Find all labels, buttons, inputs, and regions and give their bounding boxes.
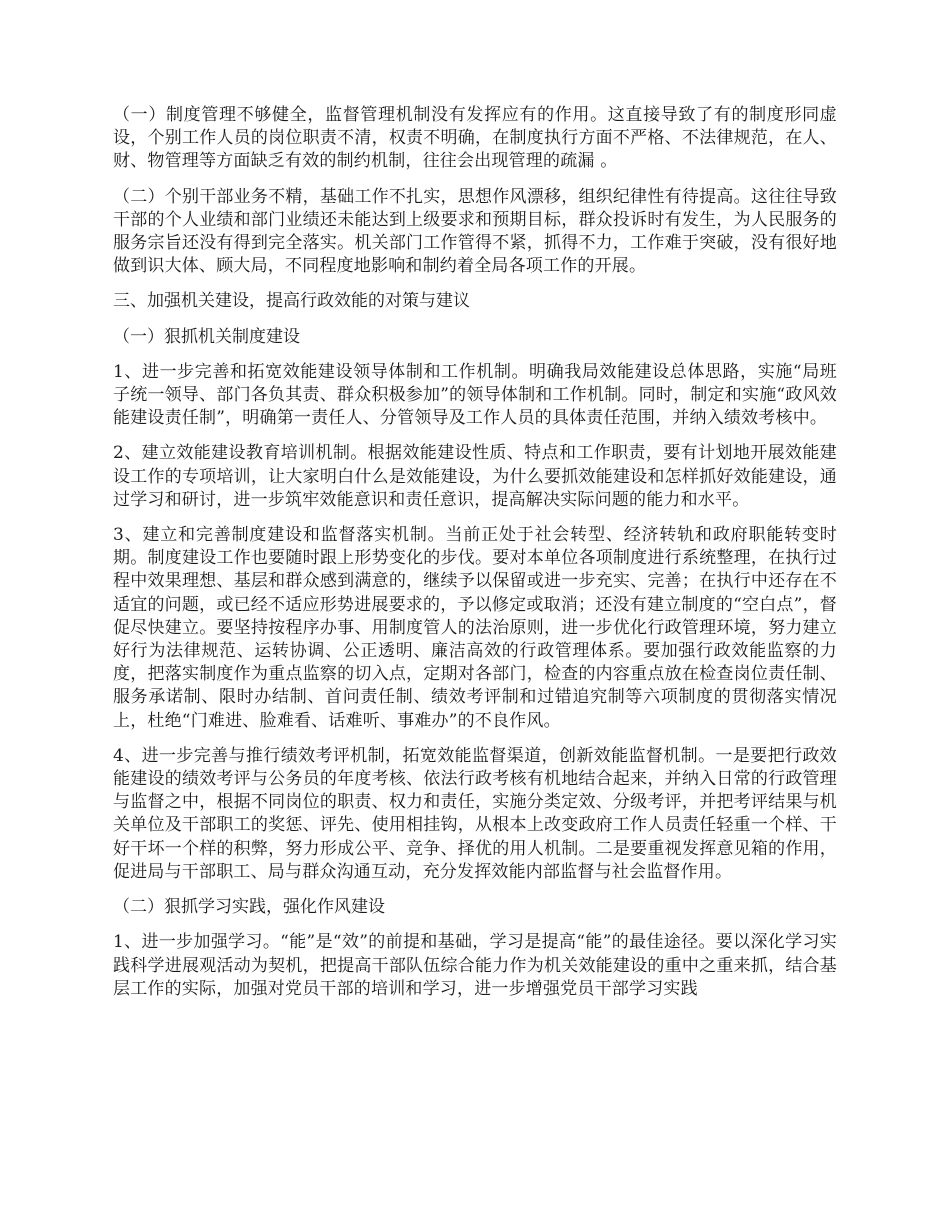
subsection-heading-2: （二）狠抓学习实践，强化作风建设 (113, 897, 385, 918)
document-page (113, 104, 837, 1013)
subsection-heading-1: （一）狠抓机关制度建设 (113, 326, 300, 347)
paragraph-institution-management: （一）制度管理不够健全，监督管理机制没有发挥应有的作用。这直接导致了有的制度形同虚设，个别工作人员的岗位职责不清，权责不明确，在制度执行方面不严格、不法律规范，在人、财、物管理等方面缺乏有效的制约机制，往往会出现管理的疏漏 。 (113, 105, 837, 172)
paragraph-item-2: 2、建立效能建设教育培训机制。根据效能建设性质、特点和工作职责，要有计划地开展效能建设工作的专项培训，让大家明白什么是效能建设，为什么要抓效能建设和怎样抓好效能建设，通过学习和研讨，进一步筑牢效能意识和责任意识，提高解决实际问题的能力和水平。 (113, 443, 837, 510)
paragraph-item-3: 3、建立和完善制度建设和监督落实机制。当前正处于社会转型、经济转轨和政府职能转变时期。制度建设工作也要随时跟上形势变化的步伐。要对本单位各项制度进行系统整理，在执行过程中效果理想、基层和群众感到满意的，继续予以保留或进一步充实、完善；在执行中还存在不适宜的问题，或已经不适应形势进展要求的，予以修定或取消；还没有建立制度的“空白点”，督促尽快建立。要坚持按程序办事、用制度管人的法治原则，进一步优化行政管理环境，努力建立好行为法律规范、运转协调、公正透明、廉洁高效的行政管理体系。要加强行政效能监察的力度，把落实制度作为重点监察的切入点，定期对各部门，检查的内容重点放在检查岗位责任制、服务承诺制、限时办结制、首问责任制、绩效考评制和过错追究制等六项制度的贯彻落实情况上，杜绝“门难进、脸难看、话难听、事难办”的不良作风。 (113, 525, 837, 731)
section-heading-3: 三、加强机关建设，提高行政效能的对策与建议 (113, 291, 470, 312)
paragraph-item-1: 1、进一步完善和拓宽效能建设领导体制和工作机制。明确我局效能建设总体思路，实施“局班子统一领导、部门各负其责、群众积极参加”的领导体制和工作机制。同时，制定和实施“政风效能建设责任制”，明确第一责任人、分管领导及工作人员的具体责任范围，并纳入绩效考核中。 (113, 361, 837, 429)
paragraph-study-1: 1、进一步加强学习。“能”是“效”的前提和基础，学习是提高“能”的最佳途径。要以深化学习实践科学进展观活动为契机，把提高干部队伍综合能力作为机关效能建设的重中之重来抓，结合基层工作的实际，加强对党员干部的培训和学习，进一步增强党员干部学习实践 (113, 932, 837, 999)
paragraph-item-4: 4、进一步完善与推行绩效考评机制，拓宽效能监督渠道，创新效能监督机制。一是要把行政效能建设的绩效考评与公务员的年度考核、依法行政考核有机地结合起来，并纳入日常的行政管理与监督之中，根据不同岗位的职责、权力和责任，实施分类定效、分级考评，并把考评结果与机关单位及干部职工的奖惩、评先、使用相挂钩，从根本上改变政府工作人员责任轻重一个样、干好干坏一个样的积弊，努力形成公平、竞争、择优的用人机制。二是要重视发挥意见箱的作用，促进局与干部职工、局与群众沟通互动，充分发挥效能内部监督与社会监督作用。 (113, 745, 837, 882)
paragraph-cadre-business: （二）个别干部业务不精，基础工作不扎实，思想作风漂移，组织纪律性有待提高。这往往导致干部的个人业绩和部门业绩还未能达到上级要求和预期目标，群众投诉时有发生，为人民服务的服务宗旨还没有得到完全落实。机关部门工作管得不紧，抓得不力，工作难于突破，没有很好地做到识大体、顾大局，不同程度地影响和制约着全局各项工作的开展。 (113, 186, 837, 277)
